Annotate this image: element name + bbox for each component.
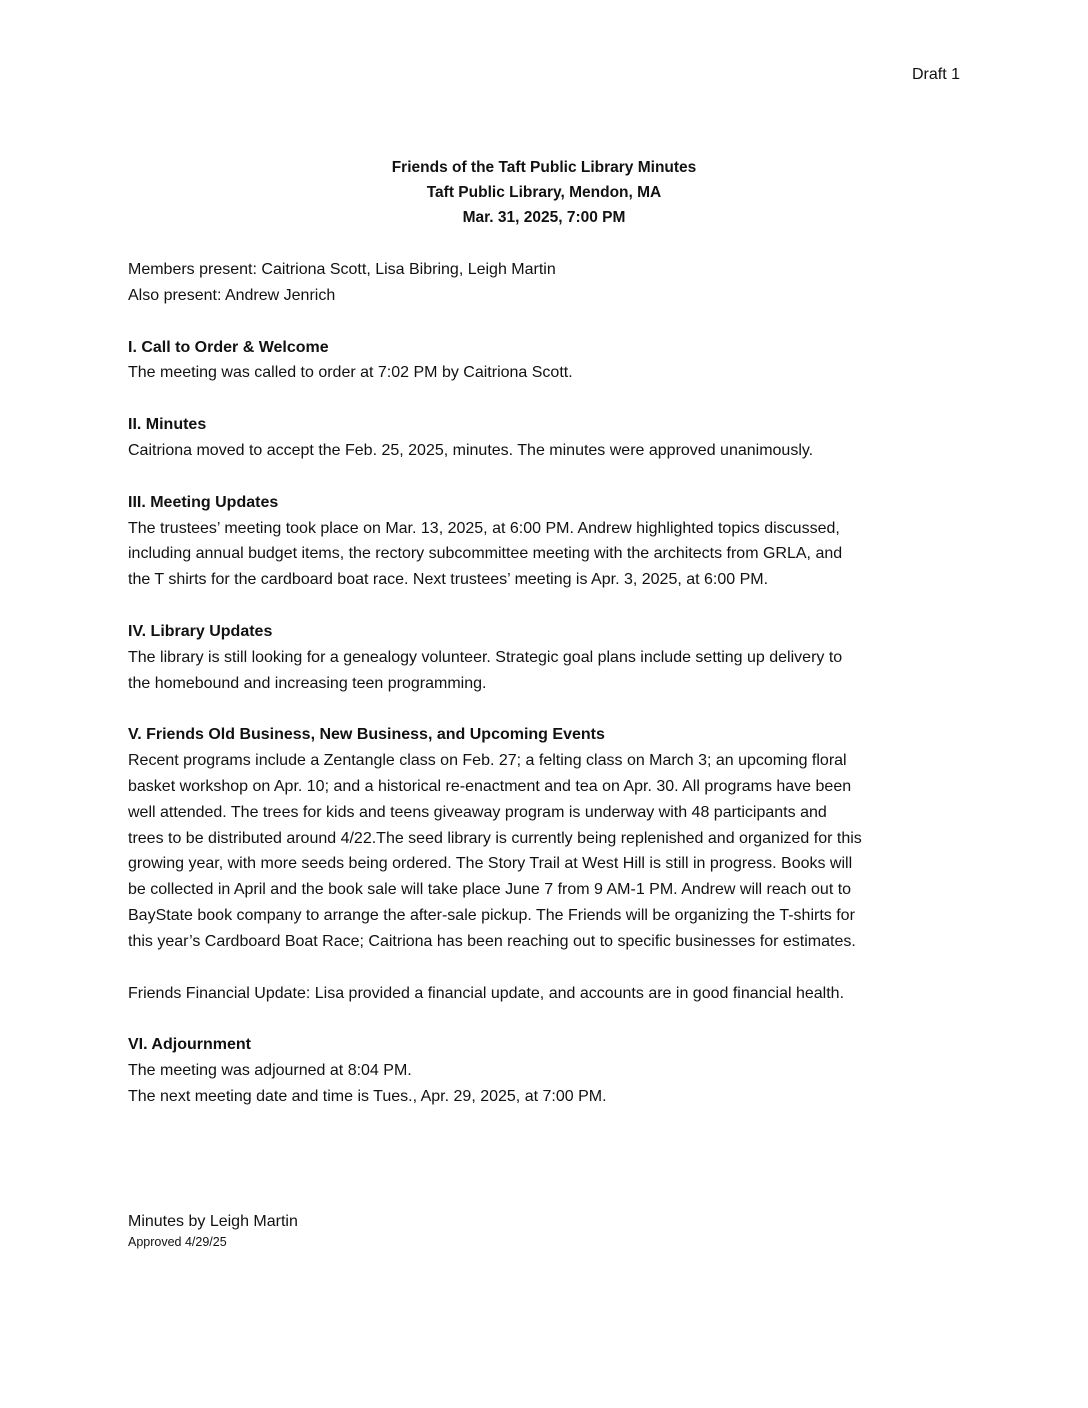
minutes-author: Minutes by Leigh Martin (128, 1213, 298, 1230)
header-date: Mar. 31, 2025, 7:00 PM (462, 209, 626, 226)
section-text: The meeting was adjourned at 8:04 PM. (128, 1062, 412, 1080)
section-text: Recent programs include a Zentangle class on Feb. 27; a felting class on March 3; an upcoming floral (128, 752, 847, 770)
section-heading: III. Meeting Updates (128, 493, 279, 511)
signature-block (128, 1211, 298, 1251)
draft-label: Draft 1 (911, 66, 960, 83)
section-text: BayState book company to arrange the after-sale pickup. The Friends will be organizing the T-shirts for (128, 906, 855, 924)
section-heading: V. Friends Old Business, New Business, and Upcoming Events (128, 726, 605, 744)
document-header (0, 155, 1088, 230)
header-title: Friends of the Taft Public Library Minutes (391, 159, 697, 176)
section-meeting-updates (128, 490, 968, 593)
section-text: Caitriona moved to accept the Feb. 25, 2025, minutes. The minutes were approved unanimously. (128, 441, 814, 459)
attendance (128, 257, 968, 309)
section-adjournment (128, 1032, 968, 1109)
section-text: The meeting was called to order at 7:02 PM by Caitriona Scott. (128, 364, 573, 382)
section-text: basket workshop on Apr. 10; and a historical re-enactment and tea on Apr. 30. All programs have been (128, 777, 852, 795)
section-text: The trustees’ meeting took place on Mar. 13, 2025, at 6:00 PM. Andrew highlighted topics discussed, (128, 519, 840, 537)
section-text: well attended. The trees for kids and teens giveaway program is underway with 48 participants and (128, 803, 827, 821)
section-text: the T shirts for the cardboard boat race. Next trustees’ meeting is Apr. 3, 2025, at 6:00 PM. (128, 571, 769, 589)
section-library-updates (128, 619, 968, 696)
section-text: growing year, with more seeds being ordered. The Story Trail at West Hill is still in progress. Books will (128, 855, 853, 873)
minutes-body (128, 257, 968, 1110)
section-friends-business (128, 722, 968, 954)
section-heading: VI. Adjournment (128, 1036, 251, 1054)
section-text: The library is still looking for a genealogy volunteer. Strategic goal plans include setting up delivery to (128, 648, 843, 666)
financial-update (128, 981, 968, 1007)
members-present: Members present: Caitriona Scott, Lisa Bibring, Leigh Martin (128, 261, 556, 278)
section-heading: IV. Library Updates (128, 622, 273, 640)
section-text: this year’s Cardboard Boat Race; Caitriona has been reaching out to specific businesses for estimates. (128, 932, 856, 950)
approval-date: Approved 4/29/25 (128, 1235, 227, 1249)
section-heading: II. Minutes (128, 416, 207, 434)
section-heading: I. Call to Order & Welcome (128, 338, 329, 356)
section-minutes (128, 412, 968, 464)
section-text: The next meeting date and time is Tues., Apr. 29, 2025, at 7:00 PM. (128, 1087, 607, 1105)
section-text: including annual budget items, the rectory subcommittee meeting with the architects from GRLA, and (128, 545, 843, 563)
section-text: be collected in April and the book sale will take place June 7 from 9 AM-1 PM. Andrew will reach out to (128, 881, 852, 899)
financial-update-text: Friends Financial Update: Lisa provided a financial update, and accounts are in good financial health. (128, 984, 845, 1002)
section-text: trees to be distributed around 4/22.The seed library is currently being replenished and organized for this (128, 829, 862, 847)
section-text: the homebound and increasing teen programming. (128, 674, 487, 692)
header-location: Taft Public Library, Mendon, MA (426, 184, 662, 201)
also-present: Also present: Andrew Jenrich (128, 286, 336, 304)
section-call-to-order (128, 335, 968, 387)
